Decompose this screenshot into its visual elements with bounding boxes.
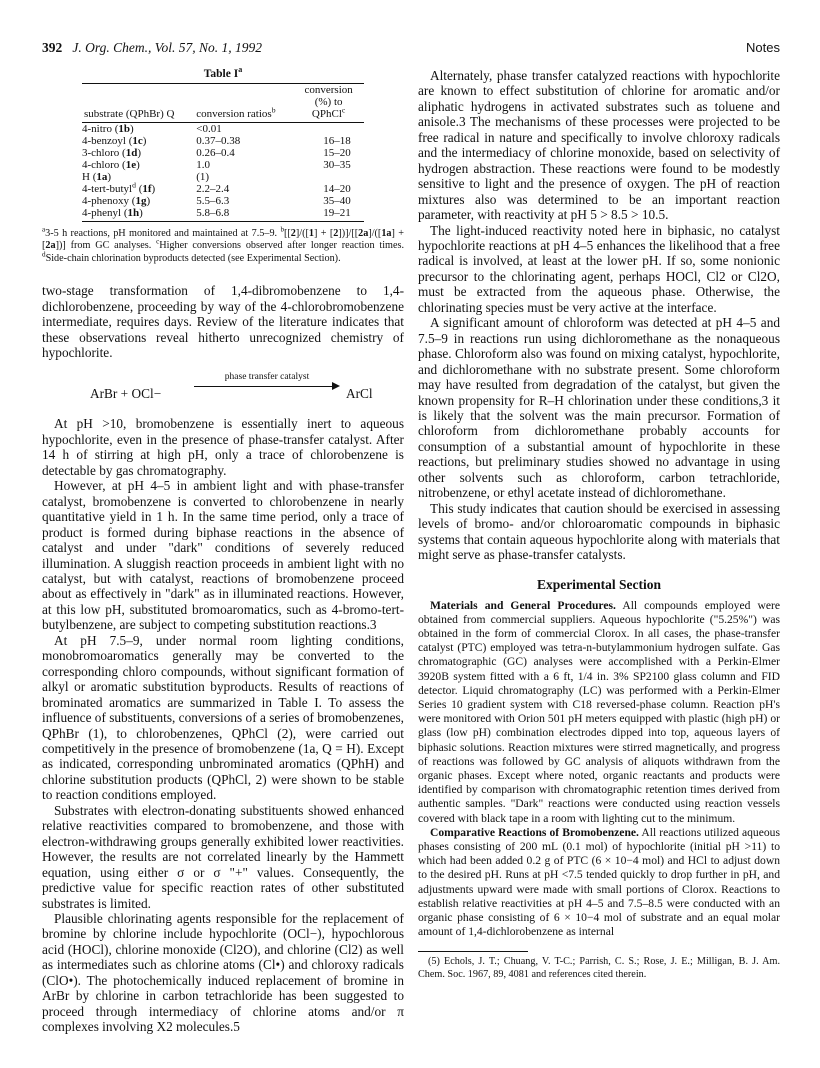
cell-substrate: 4-phenoxy (1g) bbox=[82, 195, 151, 207]
cell-ratio: 0.26–0.4 bbox=[196, 147, 235, 159]
reference-divider bbox=[418, 951, 528, 952]
table-row bbox=[82, 171, 364, 183]
experimental-paragraph-1 bbox=[418, 599, 780, 826]
right-paragraph-2: The light-induced reactivity noted here in biphasic, no catalyst hypochlorite reactions at pH 4–5 enhances the likelihood that a free radical is involved, at least at the lower pH. If so, some nonionic precursor to the chlorinating agent, perhaps HOCl, Cl2 or Cl2O, must be extracted from the aqueous phase. Otherwise, the chlorinating species must be very active at the interface. bbox=[418, 222, 780, 315]
header-left bbox=[42, 40, 262, 56]
column-header-qphcl: QPhCl$^c$ bbox=[293, 108, 364, 123]
table-row bbox=[82, 123, 364, 136]
substrate-name: 4-phenyl bbox=[82, 207, 122, 219]
section-label: Notes bbox=[746, 40, 780, 55]
qphcl-mark: c bbox=[341, 105, 346, 115]
cell-substrate: 4-benzoyl (1c) bbox=[82, 135, 147, 147]
left-paragraph-2: At pH >10, bromobenzene is essentially inert to aqueous hypochlorite, even in the presence of phase-transfer catalyst. After 14 h of stirring at high pH, only a trace of chlorobenzene is detectable by gas chromatography. bbox=[42, 416, 404, 478]
right-paragraph-3: A significant amount of chloroform was detected at pH 4–5 and 7.5–9 in reactions run using dichloromethane as the nonaqueous phase. Chloroform also was found on mixing catalyst, hypochlorite, and dichloromethane with no substrate present. Some chloroform may have resulted from degradation of the catalyst, but given the known propensity for R–H chlorination under these conditions,3 it is likely that the solvent was the main precursor. Formation of chloroform from dichloromethane probably accounts for consumption of a substantial amount of hypochlorite in these reactions, but preliminary studies showed no advantage in using other solvents such as chloroform, carbon tetrachloride, nitrobenzene, or ethyl acetate instead of dichloromethane. bbox=[418, 315, 780, 501]
left-paragraph-1: two-stage transformation of 1,4-dibromobenzene to 1,4-dichlorobenzene, proceeding by way of the 4-chlorobromobenzene intermediate, requires days. Review of the literature indicates that these observations reveal hitherto unrecognized chemistry of hypochlorite. bbox=[42, 283, 404, 361]
header-spacer-2 bbox=[194, 84, 293, 109]
reaction-arrow bbox=[194, 372, 340, 392]
cell-substrate: H (1a) bbox=[82, 171, 112, 183]
cell-ratio: (1) bbox=[196, 171, 210, 183]
substrate-name: 4-phenoxy bbox=[82, 195, 130, 207]
substrate-name: 4-nitro bbox=[82, 123, 112, 135]
cell-conversion: 14–20 bbox=[323, 183, 351, 195]
substrate-code: 1h bbox=[127, 207, 140, 219]
cell-ratio: 5.8–6.8 bbox=[194, 207, 293, 222]
ratio-mark: b bbox=[271, 105, 276, 115]
paragraph-text: All compounds employed were obtained from commercial suppliers. Aqueous hypochlorite ("5.25%") was obtained in the form of commercial Clorox. In all cases, the phase-transfer catalyst (PTC) employed was tetra-n-butylammonium hydrogen sulfate. Gas chromatographic (GC) analyses were accomplished with a Perkin-Elmer 3920B system fitted with a 6 ft, 1/4 in. 3% SP2100 glass column and FID detector. Liquid chromatography (LC) was performed with a Perkin-Elmer Series 10 gradient system with C18 reversed-phase column. Reaction pH's were monitored with Orion 501 pH meters equipped with plastic (high pH) or glass (low pH) combination electrodes dipped into top, aqueous layers of biphasic solutions. Reaction mixtures were stirred magnetically, and progress of reactions was followed by GC analysis of aliquots withdrawn from the organic phases. Except where noted, organic reactants and products were identified by comparison with chromatographic retention times derived from authentic samples. "Dark" reactions were conducted using reaction vessels covered with black tape in a room with lighting cut to the minimum. bbox=[418, 598, 780, 825]
table-row bbox=[82, 135, 364, 147]
table-footnote: $^a$3-5 h reactions, pH monitored and maintained at 7.5–9. $^b$[[2]/([1] + [2])]/[[2a]/([1a] + [2a])] from GC analyses. $^c$Higher conversions observed after longer reaction times. $^d$Side-chain chlorination byproducts detected (see Experimental Section). bbox=[42, 225, 405, 264]
substrate-code: 1b bbox=[118, 123, 130, 135]
arrow-icon bbox=[194, 382, 340, 392]
paragraph-lead: Comparative Reactions of Bromobenzene. bbox=[430, 825, 639, 839]
right-paragraph-1: Alternately, phase transfer catalyzed reactions with hypochlorite are known to effect substitution of chlorine for aromatic and/or aliphatic hydrogens in activated substrates such as toluene and anisole.3 The mechanisms of these processes were projected to be free radical in nature and specifically to involve chloroxy radicals and the intermediacy of chlorine monoxide, based on selectivity of hydrogen abstraction. These reactions were found to be modestly sensitive to light and the presence of oxygen. The pH of reaction mixtures also was determined to be an important reaction parameter, with reactivity at pH 5 > 8.5 > 10.5. bbox=[418, 68, 780, 223]
equation-lhs: ArBr + OCl− bbox=[90, 386, 162, 402]
right-column bbox=[418, 68, 780, 981]
right-paragraph-4: This study indicates that caution should be exercised in assessing levels of bromo- and/or chloroaromatic compounds in biphasic systems that contain aqueous hypochlorite along with materials that might serve as phase-transfer catalysts. bbox=[418, 500, 780, 563]
left-paragraph-4: At pH 7.5–9, under normal room lighting conditions, monobromoaromatics generally may be converted to the corresponding chloro compounds, without significant formation of alkyl or aromatic substitution byproducts. Results of reactions of brominated aromatics are summarized in Table I. To assess the influence of substituents, conversions of a series of bromobenzenes, QPhBr (1), to chlorobenzenes, QPhCl (2), were carried out competitively in the presence of bromobenzene (1a, Q = H). Except as indicated, corresponding unbrominated aromatics (QPhH) and chlorine substitution products (QPhCl, 2) were shown to be stable to reaction conditions employed. bbox=[42, 632, 404, 803]
cell-substrate: 4-phenyl (1h) bbox=[82, 207, 194, 222]
cell-conversion: 16–18 bbox=[323, 135, 351, 147]
left-paragraph-6: Plausible chlorinating agents responsible for the replacement of bromine by chlorine include hypochlorite (OCl−), hypochlorous acid (HOCl), chlorine monoxide (Cl2O), and chlorine (Cl2) as well as intermediates such as chlorine atoms (Cl•) and chloroxy radicals (ClO•). The photochemically induced replacement of bromine in ArBr by chlorine in carbon tetrachloride has been suggested to proceed through intermediacy of chlorine atoms and/or π complexes involving X2 molecules.5 bbox=[42, 910, 404, 1035]
cell-substrate: 4-tert-butyl$^d$ (1f) bbox=[82, 180, 156, 195]
table-row bbox=[82, 195, 364, 207]
cell-substrate: 4-nitro (1b) bbox=[82, 123, 134, 135]
cell-ratio: 2.2–2.4 bbox=[196, 183, 230, 195]
left-paragraph-3: However, at pH 4–5 in ambient light and with phase-transfer catalyst, bromobenzene is converted to chlorobenzene in nearly quantitative yield in 1 h. In the same time period, only a trace of product is formed during biphase reactions in the absence of catalyst and under "dark" conditions of severely reduced illumination. A sluggish reaction proceeds in ambient light with no catalyst, but with catalyst, reactions of bromobenzene proceed about as effectively in "dark" as in illuminated reactions. However, at this low pH, substituted bromoaromatics, such as 4-bromo-tert-butylbenzene, are subject to competing substitution reactions.3 bbox=[42, 478, 404, 633]
page-number: 392 bbox=[42, 40, 63, 55]
spacer bbox=[42, 265, 404, 283]
reaction-equation bbox=[42, 370, 404, 408]
substrate-code: 1e bbox=[125, 159, 137, 171]
cell-ratio: 5.5–6.3 bbox=[196, 195, 230, 207]
substrate-code: 1g bbox=[135, 195, 147, 207]
substrate-name: 3-chloro bbox=[82, 147, 120, 159]
table-body bbox=[82, 123, 364, 222]
table-row bbox=[82, 147, 364, 159]
cell-ratio: 0.37–0.38 bbox=[196, 135, 241, 147]
column-header-substrate: substrate (QPhBr) Q bbox=[82, 108, 194, 123]
table-row bbox=[82, 183, 364, 195]
table-title-mark: a bbox=[238, 65, 243, 75]
left-column bbox=[42, 65, 405, 1035]
substrate-code: 1f bbox=[142, 183, 152, 195]
left-paragraph-5: Substrates with electron-donating substituents showed enhanced relative reactivities compared to bromobenzene, and those with electron-withdrawing groups generally exhibited lower reactivities. However, the results are not correlated linearly by the Hammett equation, using either σ or σ "+" values. Consequently, the predictive value for specific reaction rates of other substituted substrates is limited. bbox=[42, 802, 404, 911]
cell-conversion: 19–21 bbox=[293, 207, 364, 222]
reference-5: (5) Echols, J. T.; Chuang, V. T-C.; Parrish, C. S.; Rose, J. E.; Milligan, B. J. Am. Chem. Soc. 1967, 89, 4081 and references cited therein. bbox=[418, 956, 780, 980]
journal-citation: J. Org. Chem., Vol. 57, No. 1, 1992 bbox=[72, 40, 262, 55]
cell-conversion: 35–40 bbox=[323, 195, 351, 207]
experimental-heading: Experimental Section bbox=[536, 576, 662, 592]
substrate-name: H bbox=[82, 171, 90, 183]
header-spacer-1 bbox=[82, 84, 194, 109]
column-header-ratio: conversion ratios$^b$ bbox=[194, 108, 293, 123]
substrate-mark: d bbox=[132, 180, 136, 190]
cell-conversion bbox=[293, 123, 364, 136]
page-header bbox=[42, 40, 780, 58]
cell-substrate: 4-chloro (1e) bbox=[82, 159, 140, 171]
cell-ratio: <0.01 bbox=[196, 123, 222, 135]
experimental-paragraph-2 bbox=[418, 826, 780, 940]
cell-conversion: 15–20 bbox=[323, 147, 351, 159]
equation-rhs: ArCl bbox=[346, 386, 373, 402]
table-title-text: Table I bbox=[203, 68, 239, 80]
results-table bbox=[82, 83, 364, 222]
substrate-name: 4-benzoyl bbox=[82, 135, 126, 147]
cell-conversion: 30–35 bbox=[323, 159, 351, 171]
substrate-name: 4-chloro bbox=[82, 159, 120, 171]
table-row bbox=[82, 207, 364, 222]
cell-ratio: 1.0 bbox=[196, 159, 210, 171]
cell-substrate: 3-chloro (1d) bbox=[82, 147, 141, 159]
paragraph-lead: Materials and General Procedures. bbox=[430, 598, 616, 612]
table-row bbox=[82, 159, 364, 171]
substrate-code: 1a bbox=[96, 171, 108, 183]
arrow-label: phase transfer catalyst bbox=[224, 372, 310, 383]
substrate-name: 4-tert-butyl bbox=[82, 183, 133, 195]
table-title bbox=[42, 65, 404, 80]
substrate-code: 1c bbox=[132, 135, 143, 147]
cell-conversion bbox=[293, 171, 364, 183]
substrate-code: 1d bbox=[125, 147, 138, 159]
paragraph-text: All reactions utilized aqueous phases consisting of 200 mL (0.1 mol) of hypochlorite (initial pH >11) to which had been added 0.2 g of PTC (6 × 10−4 mol) and HCl to adjust down to the desired pH. Runs at pH <7.5 tended quickly to drop further in pH, and adjustments upward were made with small portions of Clorox. Reactions to establish relative reactivities at pH 4–5 and 7.5–8.5 were conducted with an organic phase consisting of 6 × 10−4 mol of substrate and an equal molar amount of 1,4-dichlorobenzene as internal bbox=[418, 825, 780, 939]
header-conversion: conversion (%) to bbox=[293, 84, 364, 109]
